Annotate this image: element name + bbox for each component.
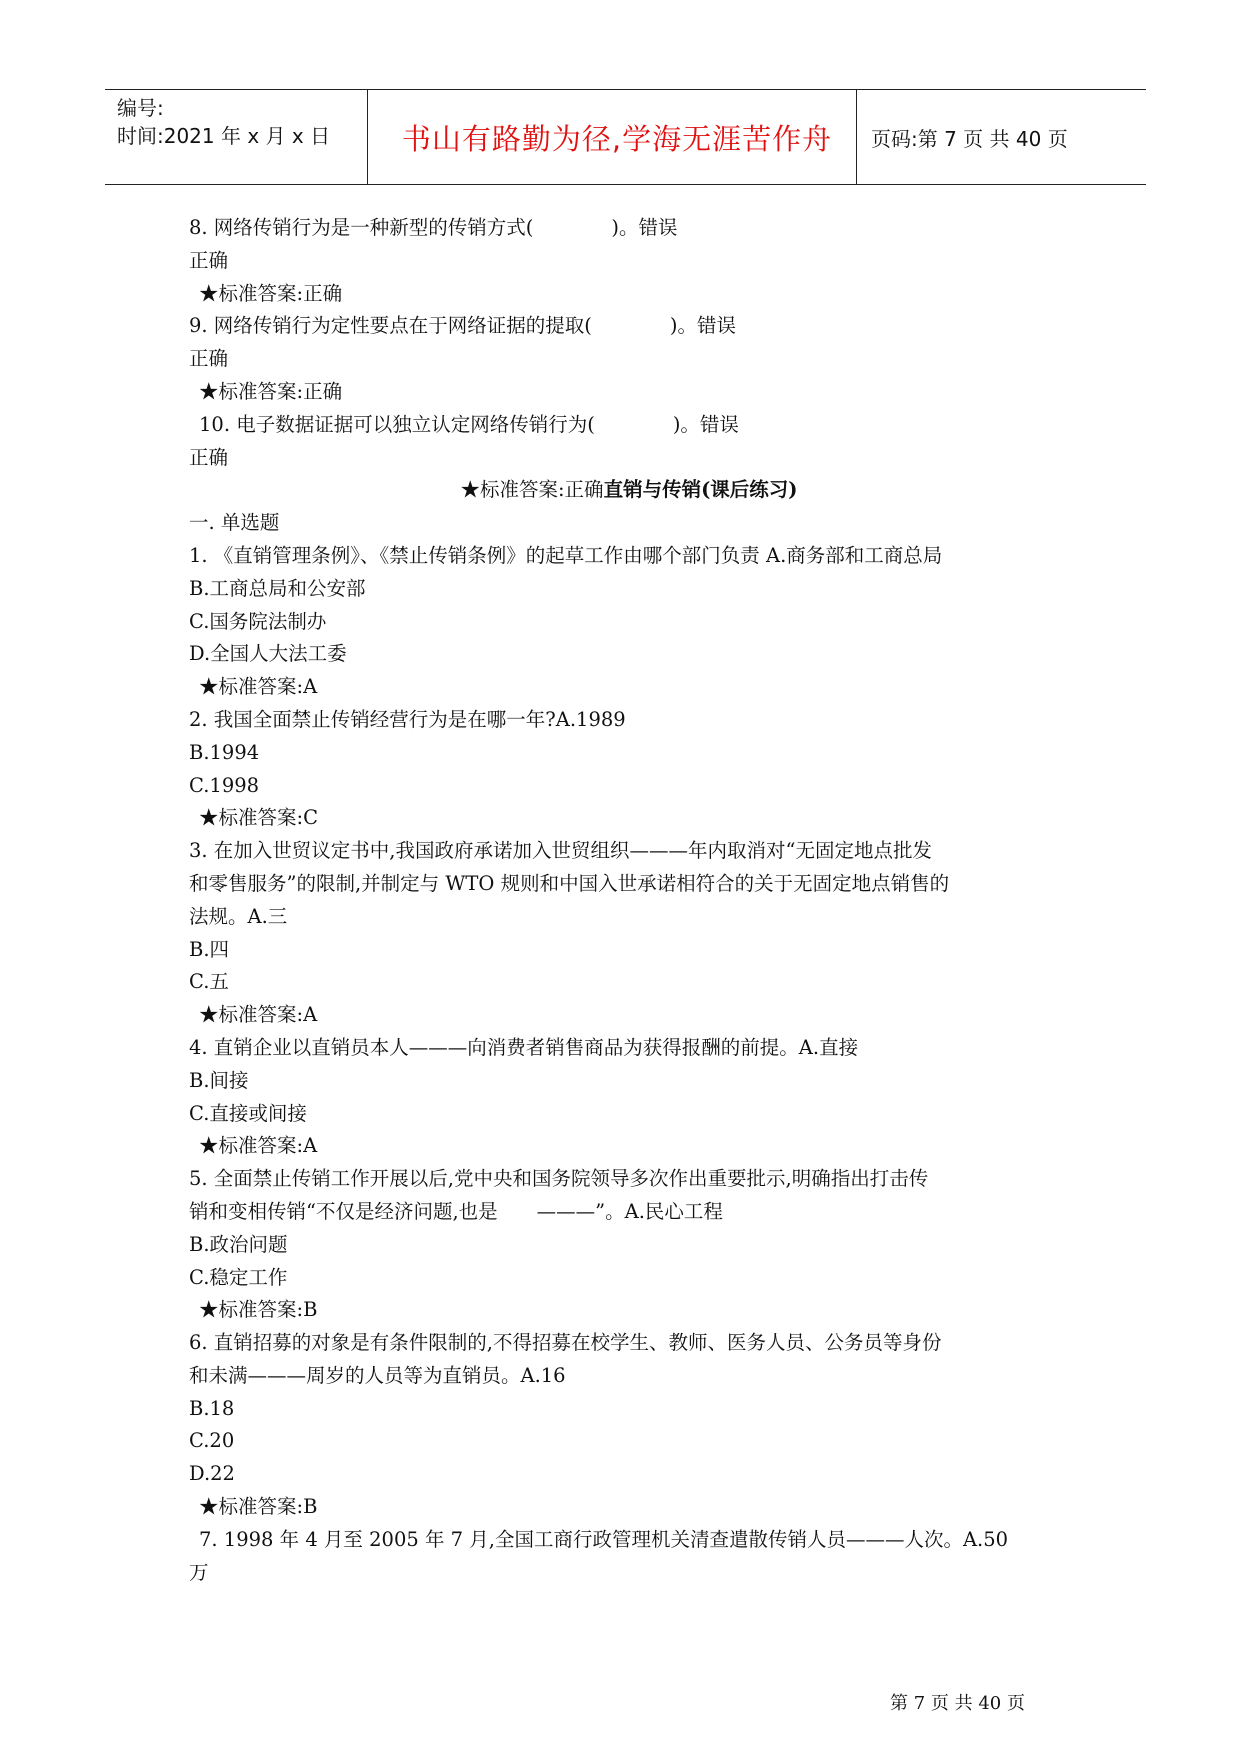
answer-line: ★标准答案:B — [199, 1298, 318, 1322]
document-body — [189, 212, 1069, 1589]
question-line: 3. 在加入世贸议定书中,我国政府承诺加入世贸组织———年内取消对“无固定地点批发 — [189, 839, 932, 863]
answer-line: ★标准答案:A — [199, 675, 318, 699]
answer-line: ★标准答案:C — [199, 806, 318, 830]
time-label: 时间:2021 年 x 月 x 日 — [117, 124, 331, 148]
option-line: C.1998 — [189, 773, 260, 797]
question-line: 4. 直销企业以直销员本人———向消费者销售商品为获得报酬的前提。A.直接 — [189, 1035, 859, 1059]
option-line: B.四 — [189, 937, 230, 961]
question-line: 销和变相传销“不仅是经济问题,也是 ———”。A.民心工程 — [189, 1199, 723, 1223]
answer-line: ★标准答案:B — [199, 1495, 318, 1519]
question-line: 法规。A.三 — [189, 904, 288, 928]
option-line: 正确 — [189, 445, 229, 469]
serial-label: 编号: — [117, 96, 164, 120]
option-line: 正确 — [189, 248, 229, 272]
option-line: 正确 — [189, 347, 229, 371]
section-heading-line — [189, 474, 1069, 507]
question-line: 和未满———周岁的人员等为直销员。A.16 — [189, 1363, 566, 1387]
question-line: 和零售服务”的限制,并制定与 WTO 规则和中国入世承诺相符合的关于无固定地点销售的 — [189, 871, 950, 895]
header-motto-cell — [367, 90, 857, 184]
option-line: B.工商总局和公安部 — [189, 576, 366, 600]
option-line: B.1994 — [189, 740, 260, 764]
option-line: C.五 — [189, 970, 229, 994]
question-line: 7. 1998 年 4 月至 2005 年 7 月,全国工商行政管理机关清查遣散传销人员———人次。A.50 — [199, 1527, 1009, 1551]
question-line: 6. 直销招募的对象是有条件限制的,不得招募在校学生、教师、医务人员、公务员等身份 — [189, 1331, 942, 1355]
answer-line: ★标准答案:A — [199, 1003, 318, 1027]
question-line: 万 — [189, 1560, 209, 1584]
motto: 书山有路勤为径,学海无涯苦作舟 — [401, 121, 833, 156]
option-line: C.直接或间接 — [189, 1101, 307, 1125]
answer-line: ★标准答案:正确 — [460, 478, 604, 502]
page-footer: 第 7 页 共 40 页 — [890, 1693, 1025, 1714]
header-page-cell — [857, 90, 1146, 184]
option-line: C.20 — [189, 1429, 235, 1453]
section-subtitle: 一. 单选题 — [189, 511, 280, 535]
question-line: 8. 网络传销行为是一种新型的传销方式( )。错误 — [189, 216, 678, 239]
option-line: B.18 — [189, 1396, 235, 1420]
question-line: 10. 电子数据证据可以独立认定网络传销行为( )。错误 — [199, 412, 739, 436]
section-title: 直销与传销(课后练习) — [603, 478, 798, 502]
option-line: B.政治问题 — [189, 1232, 288, 1256]
page-label: 页码:第 7 页 共 40 页 — [871, 126, 1068, 151]
option-line: C.稳定工作 — [189, 1265, 288, 1289]
option-line: D.22 — [189, 1462, 235, 1486]
document-header — [105, 89, 1146, 185]
question-line: 9. 网络传销行为定性要点在于网络证据的提取( )。错误 — [189, 314, 737, 338]
question-line: 5. 全面禁止传销工作开展以后,党中央和国务院领导多次作出重要批示,明确指出打击传 — [189, 1167, 929, 1191]
option-line: B.间接 — [189, 1068, 249, 1092]
header-meta — [105, 90, 367, 184]
answer-line: ★标准答案:正确 — [199, 281, 343, 305]
option-line: D.全国人大法工委 — [189, 642, 347, 666]
question-line: 1. 《直销管理条例》、《禁止传销条例》的起草工作由哪个部门负责 A.商务部和工商总局 — [189, 543, 943, 567]
option-line: C.国务院法制办 — [189, 609, 327, 633]
answer-line: ★标准答案:正确 — [199, 379, 343, 403]
answer-line: ★标准答案:A — [199, 1134, 318, 1158]
question-line: 2. 我国全面禁止传销经营行为是在哪一年?A.1989 — [189, 707, 626, 731]
